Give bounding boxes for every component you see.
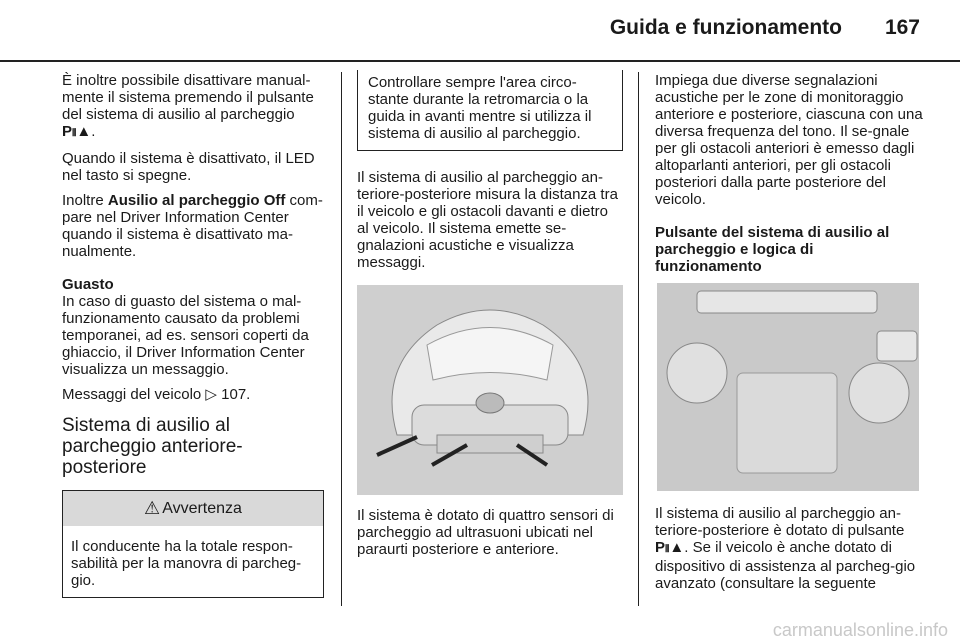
column-divider-2 <box>638 72 639 606</box>
warning-header: ⚠ Avvertenza <box>63 490 323 526</box>
car-front-sensors-image <box>357 285 623 495</box>
paragraph-sensors: Il sistema è dotato di quattro sensori di parcheggio ad ultrasuoni ubicati nel paraurti posteriore e anteriore. <box>357 507 614 558</box>
button-logic-heading: Pulsante del sistema di ausilio al parcheggio e logica di funzionamento <box>655 224 890 275</box>
messages-reference: Messaggi del veicolo ▷ 107. <box>62 385 251 403</box>
parking-assist-button-icon: P⦀▲ <box>62 123 92 140</box>
watermark: carmanualsonline.info <box>772 620 948 640</box>
page-header <box>0 0 960 62</box>
page-number: 167 <box>884 16 920 39</box>
paragraph-signals: Impiega due diverse segnalazioni acustiche per le zone di monitoraggio anteriore e posteriore, ciascuna con una diversa frequenza del tono. Il se-gnale per gli ostacoli anteriori è emesso dagli altoparlanti anteriori, per gli ostacoli posteriori dalla parte posteriore del veicolo. <box>655 72 923 208</box>
paragraph-led: Quando il sistema è disattivato, il LED nel tasto si spegne. <box>62 150 315 184</box>
section-heading: Sistema di ausilio al parcheggio anteriore-posteriore <box>62 415 243 478</box>
reference-arrow-icon: ▷ <box>205 385 217 403</box>
warning-triangle-icon: ⚠ <box>144 498 161 519</box>
paragraph-disable: È inoltre possibile disattivare manual-mente il sistema premendo il pulsante del sistema di ausilio al parcheggio P⦀▲. <box>62 72 314 140</box>
paragraph-button: Il sistema di ausilio al parcheggio an-teriore-posteriore è dotato di pulsante P⦀▲. Se il veicolo è anche dotato di dispositivo di assistenza al parcheg-gio avanzato (consultare la seguente <box>655 505 916 592</box>
paragraph-system: Il sistema di ausilio al parcheggio an-teriore-posteriore misura la distanza tra il veicolo e gli ostacoli davanti e dietro al veicolo. Il sistema emette se-gnalazioni acustiche e visualizza messaggi. <box>357 169 618 271</box>
column-2 <box>357 72 623 566</box>
console-button-image <box>657 283 919 491</box>
warning-box <box>62 490 324 598</box>
column-divider-1 <box>341 72 342 606</box>
warning-text: Il conducente ha la totale respon-sabilità per la manovra di parcheg-gio. <box>71 538 302 589</box>
parking-assist-button-icon-2: P⦀▲ <box>655 539 685 556</box>
warning-box-continued: Controllare sempre l'area circo-stante durante la retromarcia o la guida in avanti mentre si utilizza il sistema di ausilio al parcheggio. <box>357 70 623 151</box>
fault-text: In caso di guasto del sistema o mal-funzionamento causato da problemi temporanei, ad es. sensori coperti da ghiaccio, il Driver Information Center visualizza un messaggio. <box>62 293 309 378</box>
paragraph-dic: Inoltre Ausilio al parcheggio Off com-pare nel Driver Information Center quando il sistema è disattivato ma-nualmente. <box>62 192 323 260</box>
column-3 <box>655 72 923 600</box>
page-title: Guida e funzionamento <box>609 16 842 39</box>
header-rule <box>0 60 960 62</box>
column-1 <box>62 72 324 598</box>
fault-heading: Guasto <box>62 276 114 293</box>
